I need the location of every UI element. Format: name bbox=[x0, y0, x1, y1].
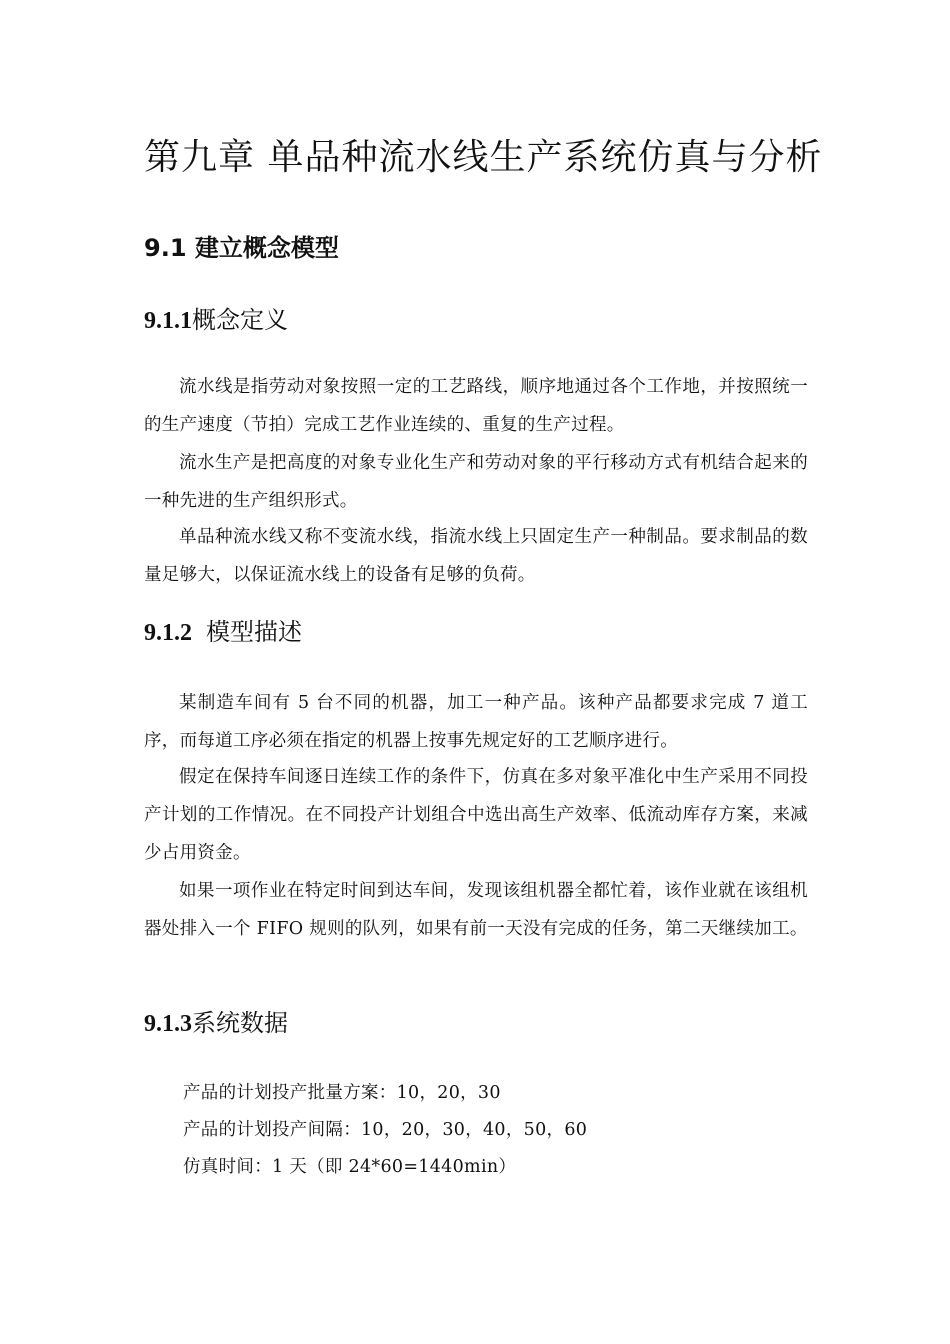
section-heading-9-1-3 bbox=[144, 1003, 288, 1044]
paragraph: 假定在保持车间逐日连续工作的条件下，仿真在多对象平准化中生产采用不同投产计划的工作情况。在不同投产计划组合中选出高生产效率、低流动库存方案，来减少占用资金。 bbox=[144, 767, 808, 863]
paragraph: 某制造车间有 5 台不同的机器，加工一种产品。该种产品都要求完成 7 道工序，而每道工序必须在指定的机器上按事先规定好的工艺顺序进行。 bbox=[144, 693, 808, 751]
paragraph: 如果一项作业在特定时间到达车间，发现该组机器全都忙着，该作业就在该组机器处排入一个 FIFO 规则的队列，如果有前一天没有完成的任务，第二天继续加工。 bbox=[144, 881, 808, 939]
section-heading-9-1-1 bbox=[144, 300, 288, 341]
section-number: 9.1.2 bbox=[144, 620, 192, 646]
paragraph: 流水线是指劳动对象按照一定的工艺路线，顺序地通过各个工作地，并按照统一的生产速度（节拍）完成工艺作业连续的、重复的生产过程。 bbox=[144, 377, 808, 435]
data-line: 仿真时间：1 天（即 24*60=1440min） bbox=[183, 1157, 517, 1177]
section-heading-9-1-2 bbox=[144, 612, 302, 653]
paragraph: 流水生产是把高度的对象专业化生产和劳动对象的平行移动方式有机结合起来的一种先进的生产组织形式。 bbox=[144, 453, 808, 511]
section-number: 9.1.3 bbox=[144, 1011, 192, 1037]
section-title: 模型描述 bbox=[206, 618, 302, 646]
data-line: 产品的计划投产间隔：10，20，30，40，50，60 bbox=[183, 1120, 588, 1140]
section-number: 9.1.1 bbox=[144, 308, 192, 334]
data-line: 产品的计划投产批量方案：10，20，30 bbox=[183, 1083, 501, 1103]
chapter-title: 第九章 单品种流水线生产系统仿真与分析 bbox=[144, 137, 823, 178]
section-title: 概念定义 bbox=[192, 306, 288, 334]
paragraph: 单品种流水线又称不变流水线，指流水线上只固定生产一种制品。要求制品的数量足够大，以保证流水线上的设备有足够的负荷。 bbox=[144, 527, 808, 585]
section-title: 系统数据 bbox=[192, 1009, 288, 1037]
section-heading-9-1: 9.1 建立概念模型 bbox=[144, 234, 339, 262]
